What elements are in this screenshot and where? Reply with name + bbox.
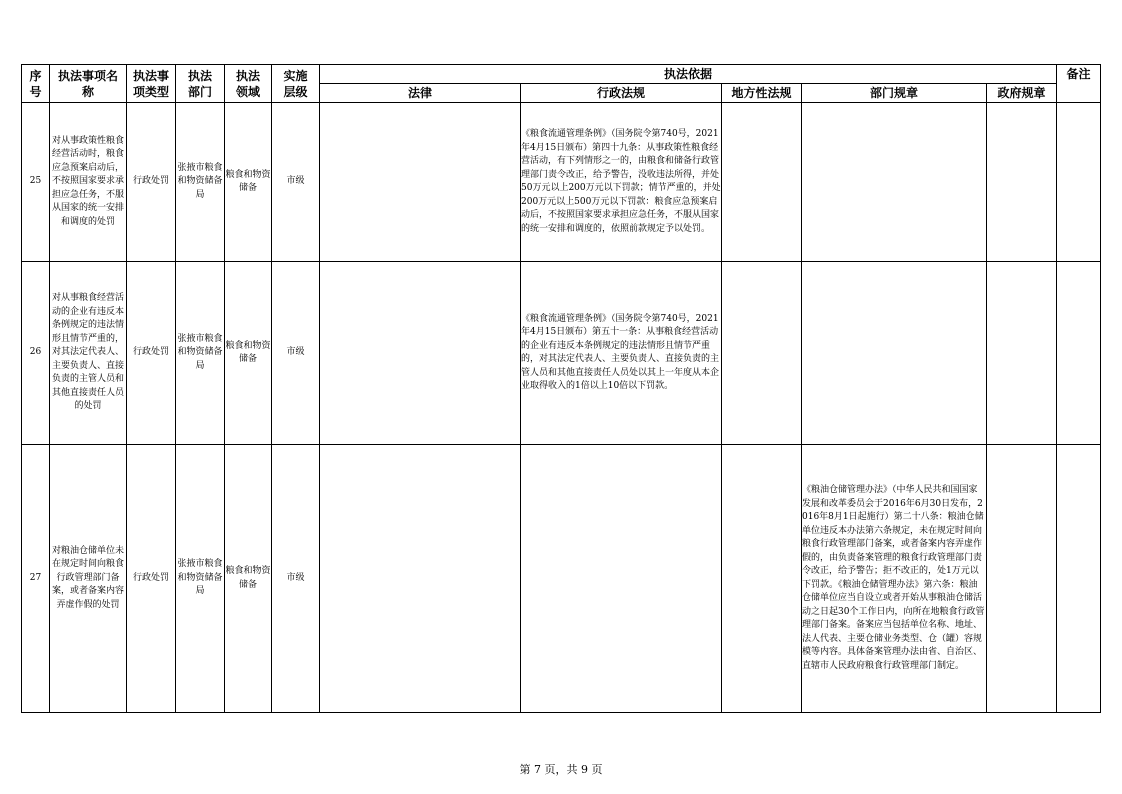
cell-dept-rule: 《粮油仓储管理办法》（中华人民共和国国家发展和改革委员会于2016年6月30日发布，2016年8月1日起施行）第二十八条：粮油仓储单位违反本办法第六条规定，未在规定时间向粮食行政管理部门备案，或者备案内容弄虚作假的，由负责备案管理的粮食行政管理部门责令改正，给予警告；拒不改正的，处1万元以下罚款。《粮油仓储管理办法》第六条：粮油仓储单位应当自设立或者开始从事粮油仓储活动之日起30个工作日内，向所在地粮食行政管理部门备案。备案应当包括单位名称、地址、法人代表、主要仓储业务类型、仓（罐）容规模等内容。具体备案管理办法由省、自治区、直辖市人民政府粮食行政管理部门制定。 xyxy=(802,445,987,713)
cell-level: 市级 xyxy=(272,103,320,262)
cell-item-name: 对从事粮食经营活动的企业有违反本条例规定的违法情形且情节严重的，对其法定代表人、主要负责人、直接负责的主管人员和其他直接责任人员的处罚 xyxy=(50,262,127,445)
header-domain: 执法领域 xyxy=(225,65,272,103)
cell-domain: 粮食和物资储备 xyxy=(225,262,272,445)
enforcement-table xyxy=(21,64,1101,713)
header-level: 实施层级 xyxy=(272,65,320,103)
header-gov-rule: 政府规章 xyxy=(987,84,1057,103)
cell-item-type: 行政处罚 xyxy=(127,445,176,713)
cell-law xyxy=(320,262,521,445)
header-row-1 xyxy=(22,65,1101,84)
cell-level: 市级 xyxy=(272,445,320,713)
cell-gov-rule xyxy=(987,445,1057,713)
cell-law xyxy=(320,103,521,262)
table-row xyxy=(22,103,1101,262)
cell-item-name: 对从事政策性粮食经营活动时，粮食应急预案启动后，不按照国家要求承担应急任务，不服从国家的统一安排和调度的处罚 xyxy=(50,103,127,262)
header-remark: 备注 xyxy=(1057,65,1101,103)
cell-seq: 25 xyxy=(22,103,50,262)
cell-seq: 27 xyxy=(22,445,50,713)
cell-local-reg xyxy=(722,445,802,713)
cell-dept: 张掖市粮食和物资储备局 xyxy=(176,262,225,445)
cell-item-type: 行政处罚 xyxy=(127,262,176,445)
cell-item-type: 行政处罚 xyxy=(127,103,176,262)
cell-domain: 粮食和物资储备 xyxy=(225,103,272,262)
cell-admin-reg: 《粮食流通管理条例》（国务院令第740号，2021年4月15日颁布）第四十九条：从事政策性粮食经营活动，有下列情形之一的，由粮食和储备行政管理部门责令改正，给予警告，没收违法所得，并处50万元以上200万元以下罚款；情节严重的，并处200万元以上500万元以下罚款：粮食应急预案启动后，不按照国家要求承担应急任务，不服从国家的统一安排和调度的，依照前款规定予以处罚。 xyxy=(521,103,722,262)
table-row xyxy=(22,445,1101,713)
cell-remark xyxy=(1057,103,1101,262)
header-dept-rule: 部门规章 xyxy=(802,84,987,103)
header-dept: 执法部门 xyxy=(176,65,225,103)
header-item-type: 执法事项类型 xyxy=(127,65,176,103)
cell-dept-rule xyxy=(802,103,987,262)
cell-local-reg xyxy=(722,262,802,445)
cell-item-name: 对粮油仓储单位未在规定时间向粮食行政管理部门备案，或者备案内容弄虚作假的处罚 xyxy=(50,445,127,713)
cell-remark xyxy=(1057,262,1101,445)
header-local-reg: 地方性法规 xyxy=(722,84,802,103)
header-item-name: 执法事项名称 xyxy=(50,65,127,103)
header-seq: 序号 xyxy=(22,65,50,103)
cell-local-reg xyxy=(722,103,802,262)
cell-law xyxy=(320,445,521,713)
cell-dept: 张掖市粮食和物资储备局 xyxy=(176,103,225,262)
cell-domain: 粮食和物资储备 xyxy=(225,445,272,713)
cell-gov-rule xyxy=(987,262,1057,445)
cell-dept-rule xyxy=(802,262,987,445)
table-row xyxy=(22,262,1101,445)
header-law: 法律 xyxy=(320,84,521,103)
page-footer: 第 7 页，共 9 页 xyxy=(519,763,603,776)
cell-seq: 26 xyxy=(22,262,50,445)
cell-admin-reg: 《粮食流通管理条例》（国务院令第740号，2021年4月15日颁布）第五十一条：从事粮食经营活动的企业有违反本条例规定的违法情形且情节严重的，对其法定代表人、主要负责人、直接负责的主管人员和其他直接责任人员处以其上一年度从本企业取得收入的1倍以上10倍以下罚款。 xyxy=(521,262,722,445)
header-admin-reg: 行政法规 xyxy=(521,84,722,103)
cell-admin-reg xyxy=(521,445,722,713)
cell-level: 市级 xyxy=(272,262,320,445)
header-basis: 执法依据 xyxy=(320,65,1057,84)
cell-gov-rule xyxy=(987,103,1057,262)
cell-dept: 张掖市粮食和物资储备局 xyxy=(176,445,225,713)
cell-remark xyxy=(1057,445,1101,713)
